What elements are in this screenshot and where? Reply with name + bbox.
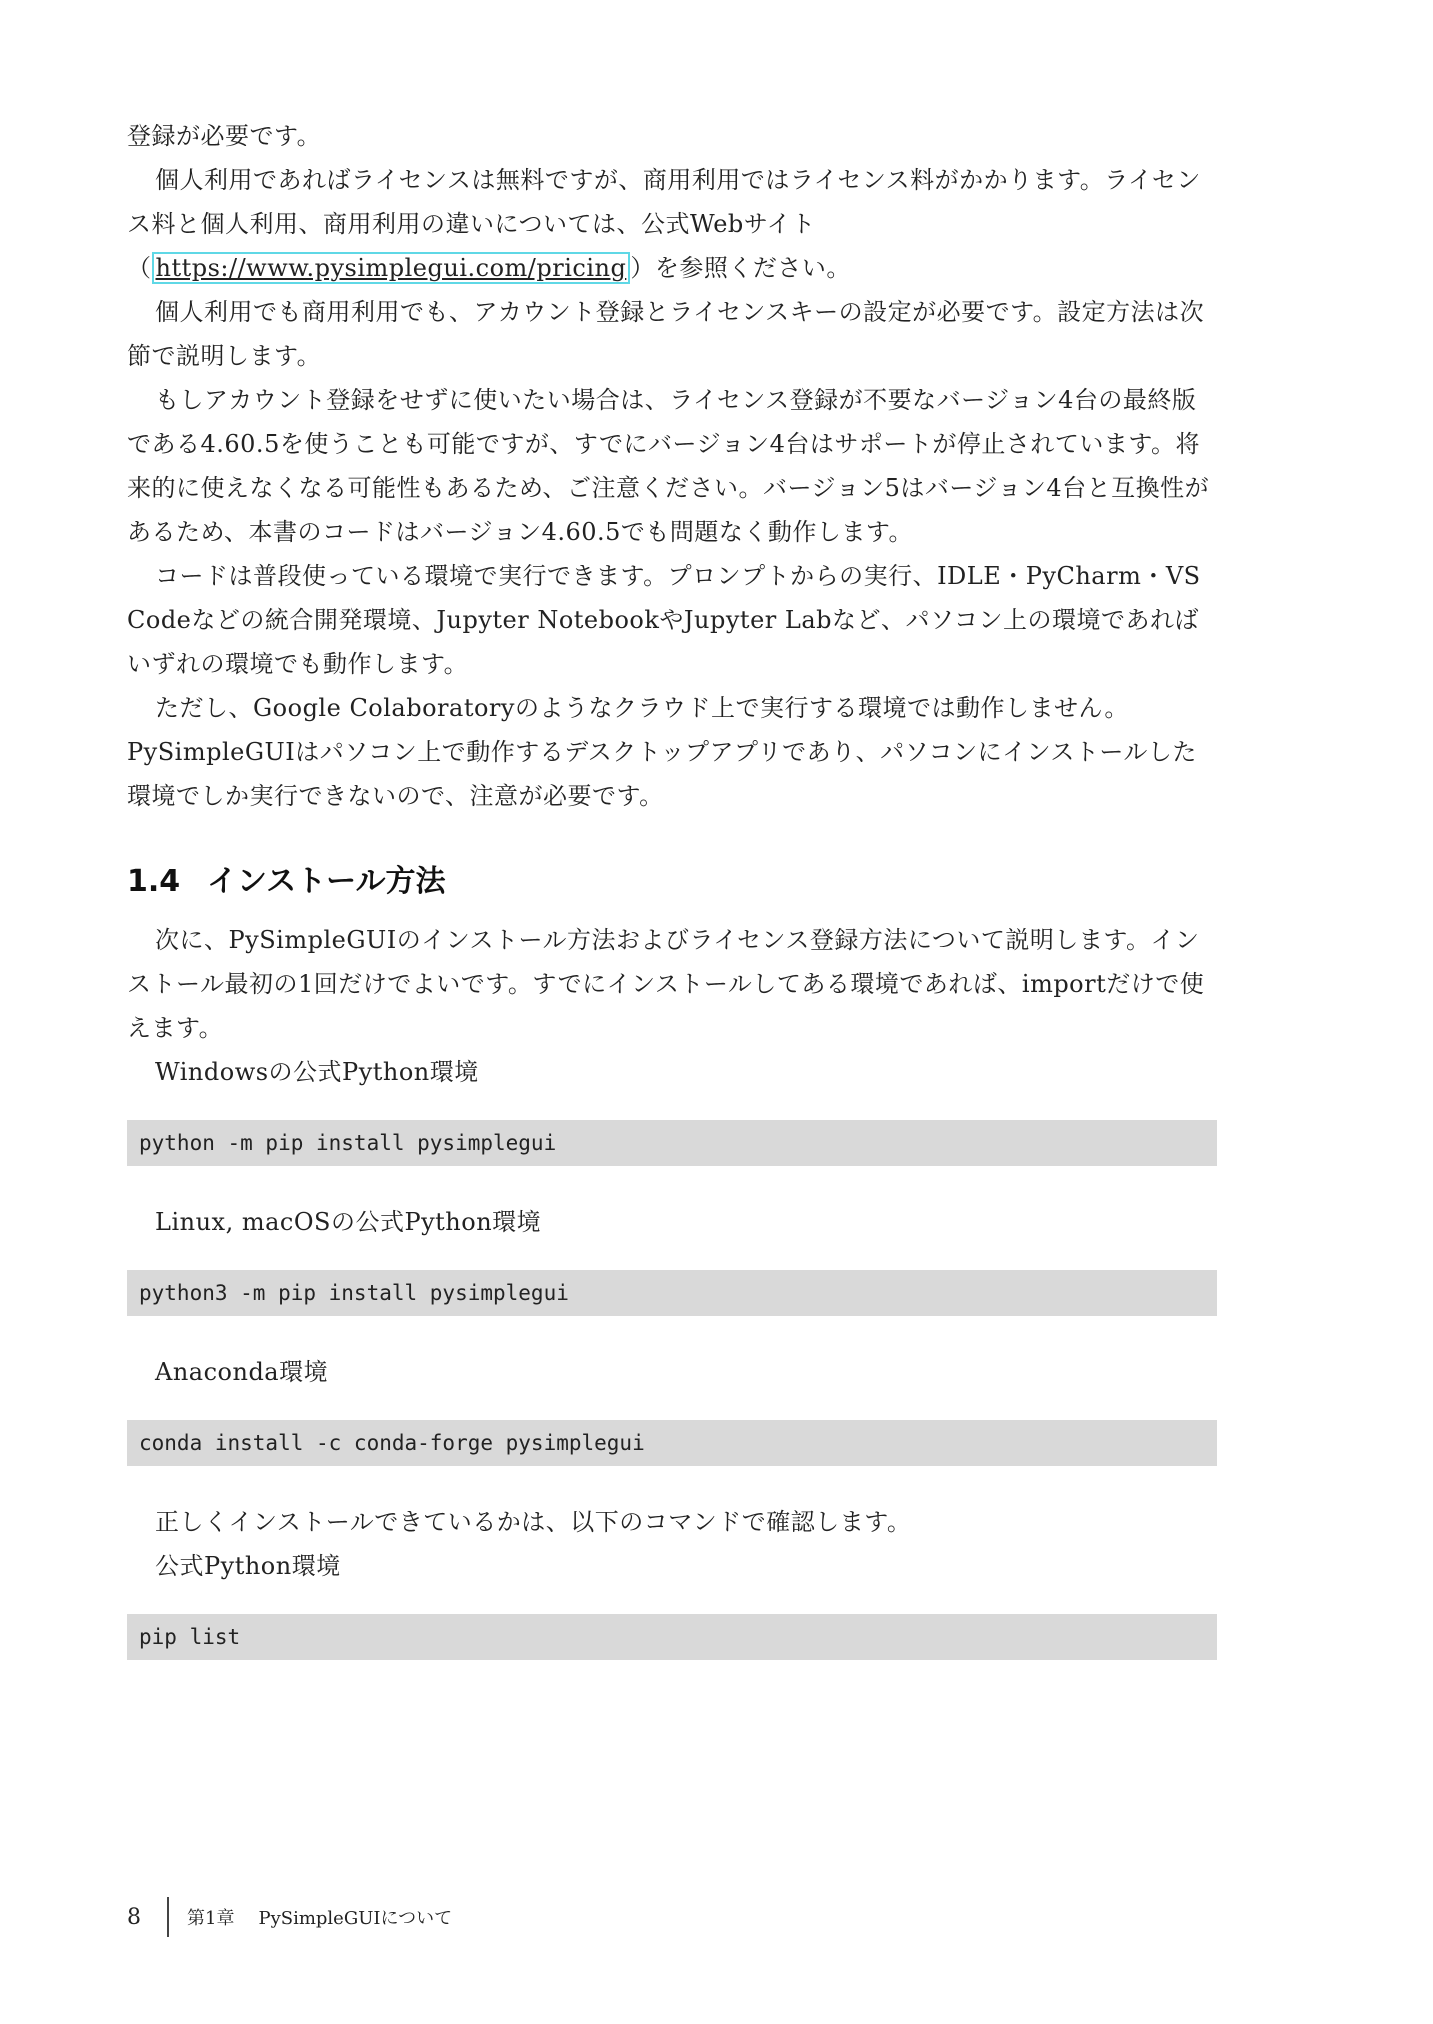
footer-divider <box>167 1897 169 1937</box>
paragraph-2 <box>127 158 1217 290</box>
section-number: 1.4 <box>127 864 181 899</box>
page-footer <box>127 1897 452 1937</box>
footer-chapter: 第1章 <box>187 1908 235 1929</box>
paragraph-5: コードは普段使っている環境で実行できます。プロンプトからの実行、IDLE・PyCharm・VS Codeなどの統合開発環境、Jupyter NotebookやJupyter Labなど、パソコン上の環境であればいずれの環境でも動作します。 <box>127 562 1201 678</box>
pricing-link[interactable]: https://www.pysimplegui.com/pricing <box>152 252 631 284</box>
section-intro: 次に、PySimpleGUIのインストール方法およびライセンス登録方法について説明します。インストール最初の1回だけでよいです。すでにインストールしてある環境であれば、importだけで使えます。 <box>127 926 1205 1042</box>
paragraph-2-text-a: 個人利用であればライセンスは無料ですが、商用利用ではライセンス料がかかります。ライセンス料と個人利用、商用利用の違いについては、公式Webサイト（ <box>127 166 1201 282</box>
section-title: インストール方法 <box>207 864 446 899</box>
section-heading <box>127 860 1217 904</box>
label-linux: Linux, macOSの公式Python環境 <box>155 1208 542 1236</box>
check-text: 正しくインストールできているかは、以下のコマンドで確認します。 <box>155 1508 912 1536</box>
code-block-windows: python -m pip install pysimplegui <box>127 1120 1217 1166</box>
code-block-list: pip list <box>127 1614 1217 1660</box>
label-windows: Windowsの公式Python環境 <box>155 1058 479 1086</box>
code-block-anaconda: conda install -c conda-forge pysimplegui <box>127 1420 1217 1466</box>
page-content <box>127 114 1217 1694</box>
label-anaconda: Anaconda環境 <box>155 1358 329 1386</box>
label-official: 公式Python環境 <box>155 1552 341 1580</box>
page-number: 8 <box>127 1904 141 1930</box>
code-block-linux: python3 -m pip install pysimplegui <box>127 1270 1217 1316</box>
paragraph-6: ただし、Google Colaboratoryのようなクラウド上で実行する環境では動作しません。PySimpleGUIはパソコン上で動作するデスクトップアプリであり、パソコンにインストールした環境でしか実行できないので、注意が必要です。 <box>127 694 1197 810</box>
footer-chapter-title: PySimpleGUIについて <box>258 1908 453 1929</box>
paragraph-3: 個人利用でも商用利用でも、アカウント登録とライセンスキーの設定が必要です。設定方法は次節で説明します。 <box>127 298 1205 370</box>
paragraph-2-text-b: ）を参照ください。 <box>630 254 851 282</box>
paragraph-4: もしアカウント登録をせずに使いたい場合は、ライセンス登録が不要なバージョン4台の最終版である4.60.5を使うことも可能ですが、すでにバージョン4台はサポートが停止されています。将来的に使えなくなる可能性もあるため、ご注意ください。バージョン5はバージョン4台と互換性があるため、本書のコードはバージョン4.60.5でも問題なく動作します。 <box>127 386 1210 546</box>
paragraph-1: 登録が必要です。 <box>127 122 322 150</box>
